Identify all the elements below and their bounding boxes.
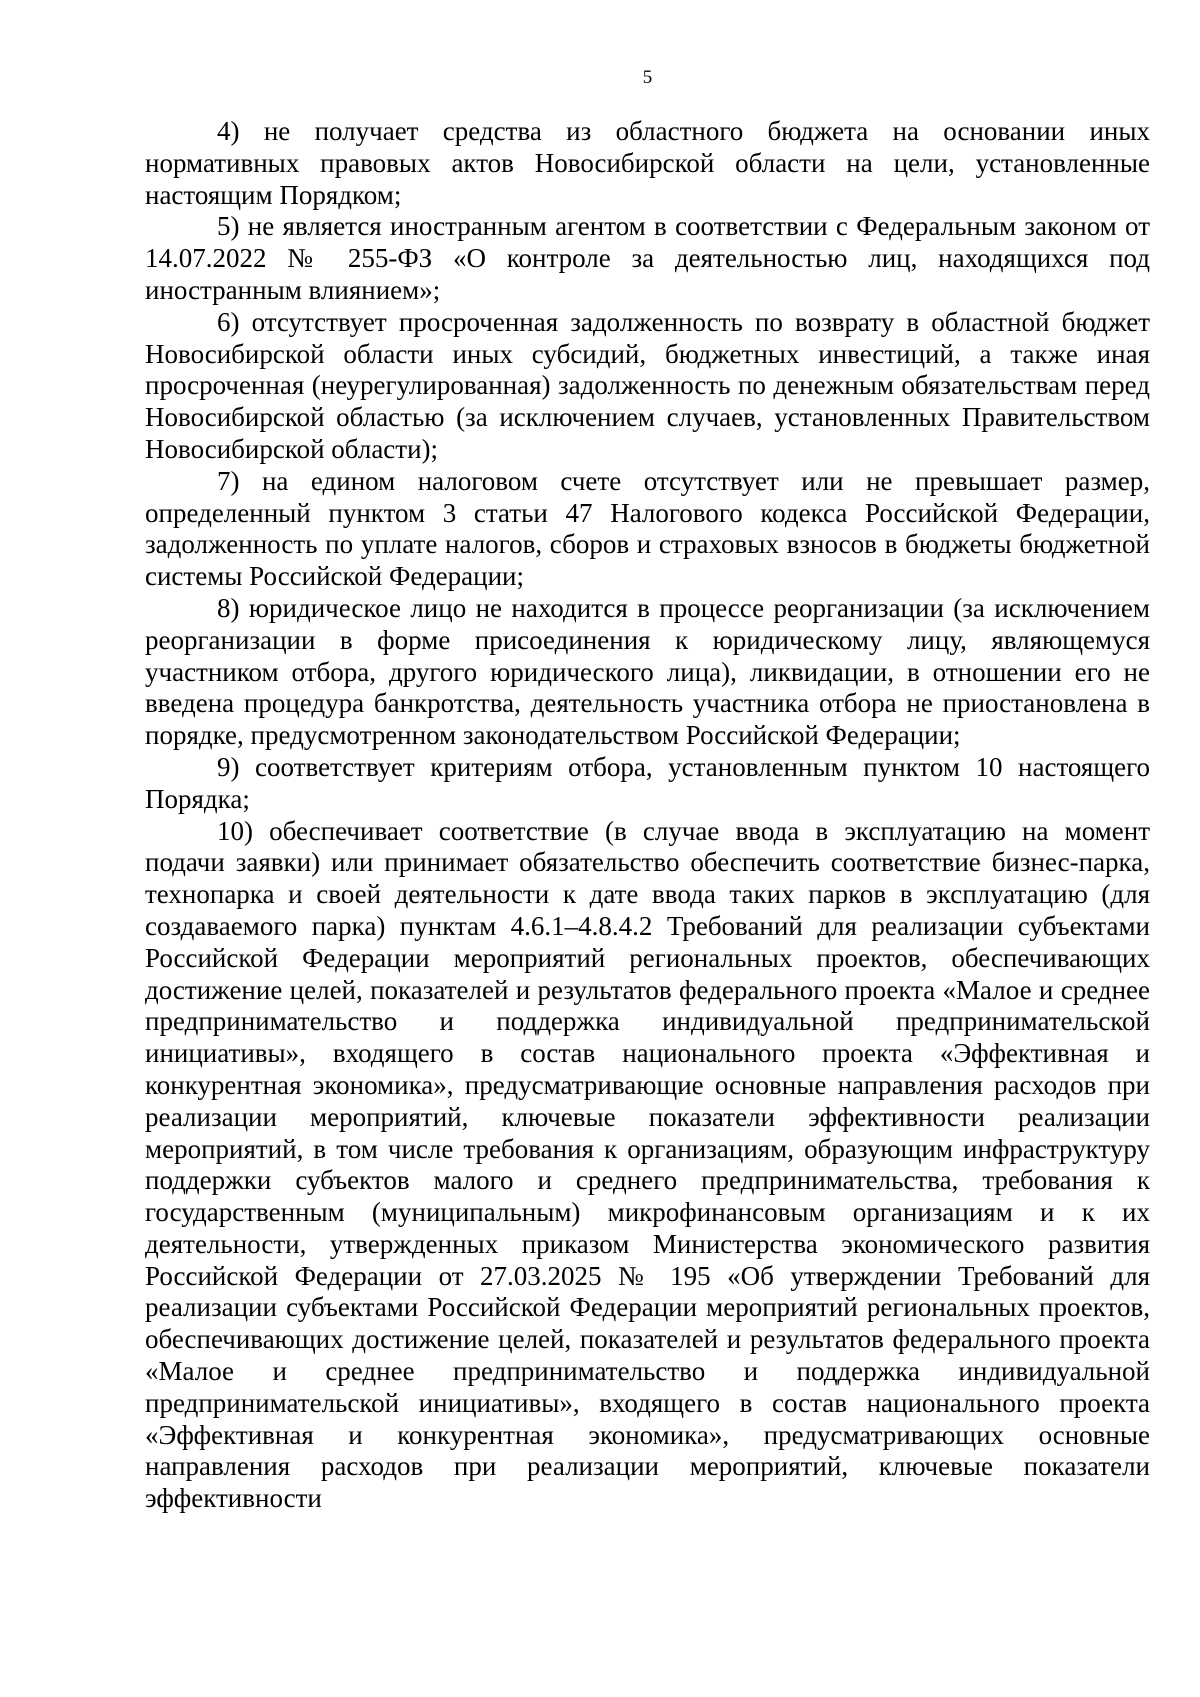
paragraph-item-6: 6) отсутствует просроченная задолженность по возврату в областной бюджет Новосибирской области иных субсидий, бюджетных инвестиций, а также иная просроченная (неурегулированная) задолженность по денежным обязательствам перед Новосибирской областью (за исключением случаев, установленных Правительством Новосибирской области); bbox=[145, 306, 1150, 464]
document-page bbox=[145, 60, 1150, 1515]
paragraph-item-10: 10) обеспечивает соответствие (в случае ввода в эксплуатацию на момент подачи заявки) или принимает обязательство обеспечить соответствие бизнес-парка, технопарка и своей деятельности к дате ввода таких парков в эксплуатацию (для создаваемого парка) пунктам 4.6.1–4.8.4.2 Требований для реализации субъектами Российской Федерации мероприятий региональных проектов, обеспечивающих достижение целей, показателей и результатов федерального проекта «Малое и среднее предпринимательство и поддержка индивидуальной предпринимательской инициативы», входящего в состав национального проекта «Эффективная и конкурентная экономика», предусматривающие основные направления расходов при реализации мероприятий, ключевые показатели эффективности реализации мероприятий, в том числе требования к организациям, образующим инфраструктуру поддержки субъектов малого и среднего предпринимательства, требования к государственным (муниципальным) микрофинансовым организациям и к их деятельности, утвержденных приказом Министерства экономического развития Российской Федерации от 27.03.2025 № 195 «Об утверждении Требований для реализации субъектами Российской Федерации мероприятий региональных проектов, обеспечивающих достижение целей, показателей и результатов федерального проекта «Малое и среднее предпринимательство и поддержка индивидуальной предпринимательской инициативы», входящего в состав национального проекта «Эффективная и конкурентная экономика», предусматривающих основные направления расходов при реализации мероприятий, ключевые показатели эффективности bbox=[145, 815, 1150, 1514]
paragraph-item-7: 7) на едином налоговом счете отсутствует или не превышает размер, определенный пунктом 3 статьи 47 Налогового кодекса Российской Федерации, задолженность по уплате налогов, сборов и страховых взносов в бюджеты бюджетной системы Российской Федерации; bbox=[145, 465, 1150, 592]
paragraph-item-9: 9) соответствует критериям отбора, установленным пунктом 10 настоящего Порядка; bbox=[145, 751, 1150, 814]
paragraph-item-4: 4) не получает средства из областного бюджета на основании иных нормативных правовых актов Новосибирской области на цели, установленные настоящим Порядком; bbox=[145, 116, 1150, 210]
paragraph-item-5: 5) не является иностранным агентом в соответствии с Федеральным законом от 14.07.2022 № 255-ФЗ «О контроле за деятельностью лиц, находящихся под иностранным влиянием»; bbox=[145, 211, 1150, 305]
page-number: 5 bbox=[642, 67, 653, 88]
paragraph-item-8: 8) юридическое лицо не находится в процессе реорганизации (за исключением реорганизации в форме присоединения к юридическому лицу, являющемуся участником отбора, другого юридического лица), ликвидации, в отношении его не введена процедура банкротства, деятельность участника отбора не приостановлена в порядке, предусмотренном законодательством Российской Федерации; bbox=[145, 592, 1150, 751]
